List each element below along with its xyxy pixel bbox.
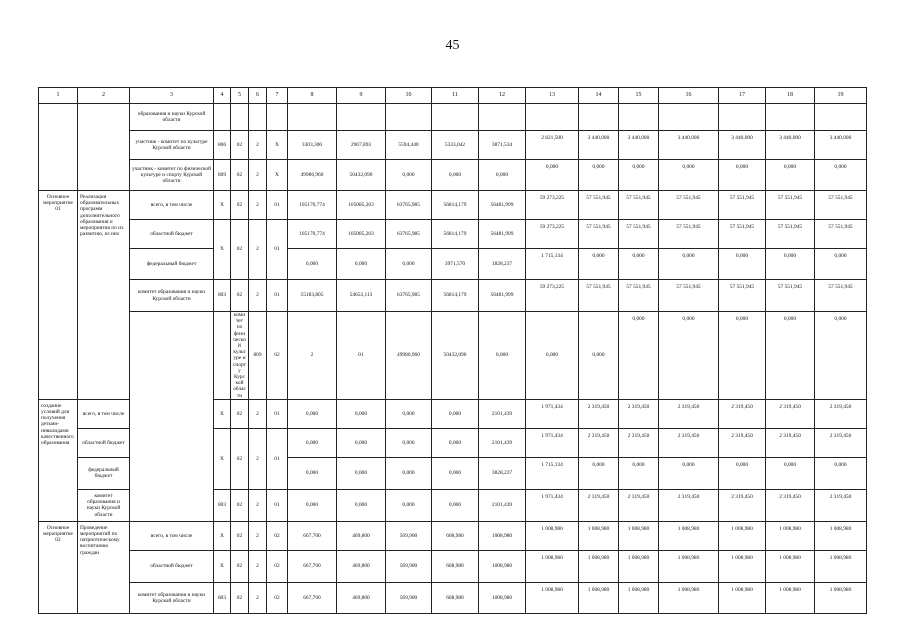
value-cell: 1 008,980 [719, 521, 766, 550]
empty-cell [337, 104, 386, 131]
code-cell: 2 [288, 312, 337, 400]
value-cell: 105170,774 [288, 191, 337, 220]
value-cell: 0,000 [386, 428, 432, 457]
value-cell: 0,000 [579, 312, 619, 400]
value-cell: 0,000 [619, 457, 659, 489]
value-cell: 2967,893 [337, 131, 386, 160]
code-cell: 01 [267, 220, 288, 280]
value-cell: 59 273,225 [526, 191, 579, 220]
value-cell: 469,800 [337, 582, 386, 613]
code-cell: 806 [214, 131, 231, 160]
code-cell: 2 [249, 521, 267, 550]
empty-cell [766, 104, 815, 131]
value-cell: 50432,090 [337, 160, 386, 191]
code-cell: 01 [267, 399, 288, 428]
value-cell: 0,000 [619, 249, 659, 280]
value-cell: 55183,805 [288, 280, 337, 312]
value-cell: 2 319,450 [619, 399, 659, 428]
empty-cell [288, 104, 337, 131]
executor-cell: федеральный бюджет [78, 457, 130, 489]
code-cell: 803 [214, 489, 231, 521]
value-cell: 0,000 [288, 457, 337, 489]
value-cell: 1 008,980 [815, 521, 867, 550]
code-cell: 01 [267, 280, 288, 312]
value-cell: 0,000 [288, 249, 337, 280]
header-cell: 14 [579, 88, 619, 104]
code-cell: Х [267, 131, 288, 160]
value-cell: 2 319,450 [659, 399, 719, 428]
value-cell: 569,900 [386, 582, 432, 613]
value-cell: 2 319,450 [579, 428, 619, 457]
value-cell: 0,000 [288, 489, 337, 521]
empty-cell [479, 104, 526, 131]
empty-cell [719, 104, 766, 131]
value-cell: 1 008,980 [719, 550, 766, 582]
value-cell: 3 440,000 [659, 131, 719, 160]
value-cell: 56814,179 [432, 191, 479, 220]
value-cell: 57 551,945 [579, 280, 619, 312]
value-cell: 1 008,980 [526, 582, 579, 613]
header-cell: 7 [267, 88, 288, 104]
value-cell: 57 551,945 [619, 191, 659, 220]
executor-cell: участник - комитет по культуре Курской области [130, 131, 214, 160]
empty-cell [579, 104, 619, 131]
value-cell: 0,000 [386, 399, 432, 428]
value-cell: 56481,999 [479, 191, 526, 220]
header-cell: 8 [288, 88, 337, 104]
executor-cell: всего, в том числе [78, 399, 130, 428]
code-cell: 02 [231, 280, 249, 312]
code-cell: Х [214, 550, 231, 582]
header-cell: 17 [719, 88, 766, 104]
value-cell: 0,000 [386, 249, 432, 280]
value-cell: 0,000 [479, 312, 526, 400]
empty-cell [526, 104, 579, 131]
code-cell: 02 [267, 521, 288, 550]
executor-cell: областной бюджет [130, 550, 214, 582]
header-cell: 4 [214, 88, 231, 104]
table-row [39, 191, 867, 220]
value-cell: 1 008,980 [619, 582, 659, 613]
value-cell: 49986,960 [288, 160, 337, 191]
value-cell: 2 319,450 [719, 489, 766, 521]
code-cell: Х [214, 191, 231, 220]
value-cell: 105170,774 [288, 220, 337, 249]
value-cell: 57 551,945 [659, 191, 719, 220]
program-cell [130, 312, 214, 522]
value-cell: 2 319,450 [815, 399, 867, 428]
value-cell: 2 319,450 [619, 428, 659, 457]
value-cell: 57 551,945 [719, 220, 766, 249]
value-cell: 105085,203 [337, 191, 386, 220]
value-cell: 667,700 [288, 582, 337, 613]
value-cell: 667,700 [288, 550, 337, 582]
value-cell: 63765,985 [386, 220, 432, 249]
table-row [39, 550, 867, 582]
budget-table [38, 87, 867, 614]
value-cell: 2 319,450 [815, 428, 867, 457]
value-cell: 469,800 [337, 550, 386, 582]
program-name-cell [214, 312, 231, 400]
code-cell: 02 [231, 428, 249, 489]
value-cell: 2 319,450 [766, 399, 815, 428]
executor-cell: участник - комитет по физической культуре и спорту Курской области [130, 160, 214, 191]
empty-cell [386, 104, 432, 131]
value-cell: 3 440,000 [766, 131, 815, 160]
value-cell: 0,000 [526, 312, 579, 400]
value-cell: 1008,980 [479, 582, 526, 613]
value-cell: 1008,980 [479, 550, 526, 582]
value-cell: 63765,985 [386, 280, 432, 312]
empty-cell [432, 104, 479, 131]
value-cell: 2 319,450 [619, 489, 659, 521]
executor-cell: комитет по физической культуре и спорту Курской области [231, 312, 249, 400]
program-name-cell: Реализация образовательных программ дополнительного образования и мероприятия по их развитию, из них [78, 191, 130, 400]
value-cell: 2 319,450 [579, 399, 619, 428]
table-row [39, 521, 867, 550]
header-cell: 13 [526, 88, 579, 104]
value-cell: 50432,090 [432, 312, 479, 400]
executor-cell: федеральный бюджет [130, 249, 214, 280]
value-cell: 0,000 [288, 399, 337, 428]
value-cell: 1 008,980 [579, 550, 619, 582]
value-cell: 0,000 [815, 249, 867, 280]
code-cell: 2 [249, 131, 267, 160]
value-cell: 608,980 [432, 582, 479, 613]
value-cell: 569,900 [386, 521, 432, 550]
value-cell: 57 551,945 [659, 220, 719, 249]
header-cell: 11 [432, 88, 479, 104]
value-cell: 0,000 [337, 399, 386, 428]
value-cell: 608,980 [432, 550, 479, 582]
value-cell: 1 971,434 [526, 428, 579, 457]
code-cell: Х [214, 399, 231, 428]
value-cell: 0,000 [766, 312, 815, 400]
value-cell: 49986,960 [386, 312, 432, 400]
code-cell: 01 [267, 191, 288, 220]
value-cell: 0,000 [619, 312, 659, 400]
value-cell: 3971,570 [432, 249, 479, 280]
value-cell: 1 008,980 [766, 582, 815, 613]
value-cell: 56814,179 [432, 220, 479, 249]
value-cell: 2101,439 [479, 399, 526, 428]
value-cell: 608,980 [432, 521, 479, 550]
executor-cell: комитет образования и науки Курской области [78, 489, 130, 521]
value-cell: 1828,237 [479, 249, 526, 280]
code-cell: 803 [214, 582, 231, 613]
executor-cell: комитет образования и науки Курской области [130, 582, 214, 613]
value-cell: 2 319,450 [659, 489, 719, 521]
code-cell: 809 [249, 312, 267, 400]
code-cell: 2 [249, 582, 267, 613]
value-cell: 2 319,450 [766, 428, 815, 457]
value-cell: 1 008,980 [766, 521, 815, 550]
code-cell: 02 [231, 160, 249, 191]
value-cell: 1 008,980 [619, 550, 659, 582]
header-cell: 9 [337, 88, 386, 104]
header-cell: 6 [249, 88, 267, 104]
value-cell: 0,000 [386, 457, 432, 489]
value-cell: 0,000 [579, 249, 619, 280]
value-cell: 0,000 [432, 399, 479, 428]
value-cell: 0,000 [579, 457, 619, 489]
empty-cell [267, 104, 288, 131]
value-cell: 0,000 [659, 457, 719, 489]
empty-cell [231, 104, 249, 131]
code-cell: Х [267, 160, 288, 191]
code-cell: 02 [231, 191, 249, 220]
value-cell: 57 551,945 [766, 280, 815, 312]
value-cell: 57 551,945 [766, 220, 815, 249]
value-cell: 0,000 [815, 160, 867, 191]
value-cell: 1 008,980 [579, 582, 619, 613]
value-cell: 0,000 [719, 160, 766, 191]
table-row [39, 280, 867, 312]
value-cell: 0,000 [579, 160, 619, 191]
value-cell: 569,900 [386, 550, 432, 582]
value-cell: 0,000 [337, 428, 386, 457]
header-cell: 18 [766, 88, 815, 104]
value-cell: 5333,042 [432, 131, 479, 160]
code-cell: 2 [249, 550, 267, 582]
value-cell: 56481,999 [479, 280, 526, 312]
value-cell: 57 551,945 [579, 191, 619, 220]
code-cell: Х [214, 428, 231, 489]
executor-cell: всего, в том числе [130, 191, 214, 220]
value-cell: 1 008,980 [719, 582, 766, 613]
value-cell: 56481,999 [479, 220, 526, 249]
value-cell: 0,000 [479, 160, 526, 191]
value-cell: 1 971,434 [526, 489, 579, 521]
value-cell: 0,000 [337, 249, 386, 280]
header-cell: 1 [39, 88, 78, 104]
code-cell: 02 [231, 489, 249, 521]
value-cell: 1 008,980 [659, 550, 719, 582]
code-cell: 2 [249, 191, 267, 220]
value-cell: 57 551,945 [579, 220, 619, 249]
code-cell: 2 [249, 399, 267, 428]
empty-cell [214, 104, 231, 131]
value-cell: 0,000 [659, 160, 719, 191]
value-cell: 3871,534 [479, 131, 526, 160]
value-cell: 2 821,500 [526, 131, 579, 160]
code-cell: 02 [267, 550, 288, 582]
code-cell: 01 [337, 312, 386, 400]
program-name-cell [78, 104, 130, 191]
header-cell: 3 [130, 88, 214, 104]
value-cell: 0,000 [659, 312, 719, 400]
value-cell: 3 440,000 [719, 131, 766, 160]
code-cell: 2 [249, 220, 267, 280]
code-cell: Х [214, 521, 231, 550]
table-row [39, 312, 867, 400]
value-cell: 57 551,945 [619, 280, 659, 312]
value-cell: 3303,300 [288, 131, 337, 160]
code-cell: Х [214, 220, 231, 280]
program-cell [39, 104, 78, 191]
value-cell: 1 971,434 [526, 399, 579, 428]
value-cell: 0,000 [386, 489, 432, 521]
value-cell: 1 008,980 [659, 521, 719, 550]
value-cell: 57 551,945 [815, 220, 867, 249]
code-cell: 02 [267, 312, 288, 400]
value-cell: 1 008,980 [766, 550, 815, 582]
value-cell: 3 440,000 [579, 131, 619, 160]
value-cell: 2101,439 [479, 428, 526, 457]
value-cell: 57 551,945 [719, 280, 766, 312]
table-row [39, 249, 867, 280]
value-cell: 105085,203 [337, 220, 386, 249]
executor-cell: областной бюджет [78, 428, 130, 457]
table-row [39, 582, 867, 613]
value-cell: 0,000 [719, 249, 766, 280]
value-cell: 2 319,450 [719, 399, 766, 428]
value-cell: 1008,980 [479, 521, 526, 550]
program-name-cell: создание условий для получения детьми-инвалидами качественного образования [39, 399, 78, 521]
value-cell: 57 551,945 [815, 191, 867, 220]
value-cell: 0,000 [619, 160, 659, 191]
value-cell: 54653,113 [337, 280, 386, 312]
executor-cell: комитет образования и науки Курской области [130, 280, 214, 312]
header-cell: 5 [231, 88, 249, 104]
value-cell: 5594,440 [386, 131, 432, 160]
code-cell: 02 [231, 220, 249, 280]
value-cell: 2 319,450 [659, 428, 719, 457]
empty-cell [249, 104, 267, 131]
empty-cell [815, 104, 867, 131]
code-cell: 01 [267, 428, 288, 489]
value-cell: 667,700 [288, 521, 337, 550]
value-cell: 0,000 [337, 489, 386, 521]
value-cell: 57 551,945 [659, 280, 719, 312]
value-cell: 0,000 [719, 457, 766, 489]
empty-cell [619, 104, 659, 131]
value-cell: 57 551,945 [766, 191, 815, 220]
value-cell: 1 715,134 [526, 457, 579, 489]
program-cell: Основное мероприятие 02 [39, 521, 78, 613]
header-row [39, 88, 867, 104]
code-cell: 02 [231, 399, 249, 428]
value-cell: 0,000 [337, 457, 386, 489]
code-cell: 2 [249, 428, 267, 489]
value-cell: 2101,439 [479, 489, 526, 521]
value-cell: 1 008,980 [526, 521, 579, 550]
executor-cell: областной бюджет [130, 220, 214, 249]
value-cell: 0,000 [526, 160, 579, 191]
empty-cell [659, 104, 719, 131]
value-cell: 1 715,134 [526, 249, 579, 280]
value-cell: 1 008,980 [526, 550, 579, 582]
value-cell: 2 319,450 [719, 428, 766, 457]
value-cell: 0,000 [766, 160, 815, 191]
code-cell: 02 [231, 131, 249, 160]
value-cell: 0,000 [288, 428, 337, 457]
program-cell: Основное мероприятие 01 [39, 191, 78, 400]
value-cell: 59 273,225 [526, 280, 579, 312]
code-cell: 2 [249, 489, 267, 521]
code-cell: 2 [249, 280, 267, 312]
header-cell: 15 [619, 88, 659, 104]
table-row [39, 220, 867, 249]
header-cell: 16 [659, 88, 719, 104]
value-cell: 2 319,450 [815, 489, 867, 521]
value-cell: 2 319,450 [579, 489, 619, 521]
value-cell: 0,000 [815, 312, 867, 400]
code-cell: 809 [214, 160, 231, 191]
value-cell: 63765,985 [386, 191, 432, 220]
value-cell: 57 551,945 [619, 220, 659, 249]
code-cell: 01 [267, 489, 288, 521]
code-cell: 2 [249, 160, 267, 191]
value-cell: 57 551,945 [815, 280, 867, 312]
value-cell: 0,000 [766, 249, 815, 280]
value-cell: 0,000 [815, 457, 867, 489]
value-cell: 0,000 [766, 457, 815, 489]
value-cell: 3828,237 [479, 457, 526, 489]
value-cell: 3 440,000 [619, 131, 659, 160]
value-cell: 0,000 [432, 428, 479, 457]
value-cell: 56814,179 [432, 280, 479, 312]
value-cell: 0,000 [659, 249, 719, 280]
code-cell: 02 [267, 582, 288, 613]
executor-cell: образования и науки Курской области [130, 104, 214, 131]
value-cell: 1 008,980 [815, 582, 867, 613]
value-cell: 0,000 [719, 312, 766, 400]
program-name-cell: Проведение мероприятий по патриотическому воспитанию граждан [78, 521, 130, 613]
value-cell: 3 440,000 [815, 131, 867, 160]
header-cell: 12 [479, 88, 526, 104]
code-cell: 02 [231, 582, 249, 613]
table-row [39, 104, 867, 131]
value-cell: 1 008,980 [659, 582, 719, 613]
value-cell: 57 551,945 [719, 191, 766, 220]
header-cell: 19 [815, 88, 867, 104]
header-cell: 2 [78, 88, 130, 104]
table-row [39, 160, 867, 191]
value-cell: 0,000 [386, 160, 432, 191]
value-cell: 1 008,980 [579, 521, 619, 550]
page-number: 45 [445, 38, 460, 53]
code-cell: 02 [231, 521, 249, 550]
value-cell: 59 273,225 [526, 220, 579, 249]
value-cell: 1 008,980 [815, 550, 867, 582]
value-cell: 469,800 [337, 521, 386, 550]
table-row [39, 131, 867, 160]
value-cell: 1 008,980 [619, 521, 659, 550]
value-cell: 0,000 [432, 160, 479, 191]
header-cell: 10 [386, 88, 432, 104]
code-cell: 803 [214, 280, 231, 312]
code-cell: 02 [231, 550, 249, 582]
value-cell: 0,000 [432, 457, 479, 489]
value-cell: 0,000 [432, 489, 479, 521]
executor-cell: всего, в том числе [130, 521, 214, 550]
value-cell: 2 319,450 [766, 489, 815, 521]
